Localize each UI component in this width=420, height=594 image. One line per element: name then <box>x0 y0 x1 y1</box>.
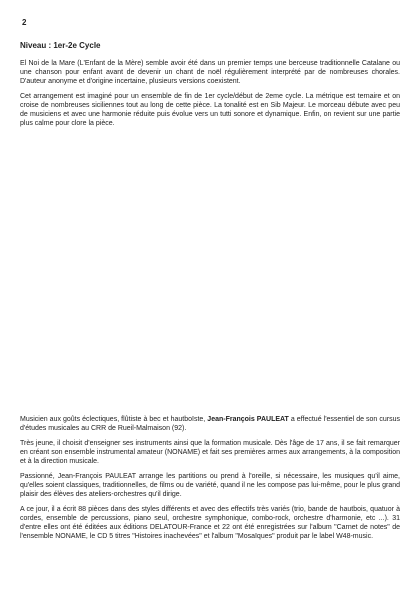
intro-section <box>20 60 400 135</box>
page-number: 2 <box>22 18 27 27</box>
bio-paragraph-3: Passionné, Jean-François PAULEAT arrange les partitions ou prend à l'oreille, si nécessaire, les musiques qu'il aime, qu'elles soient classiques, traditionnelles, de films ou de variété, quand il ne les compose pas lui-même, pour le plus grand plaisir des élèves des ateliers-orchestres qu'il dirige. <box>20 472 400 498</box>
bio-p1-text-after: a effectué l'essentiel de son cursus d'études musicales au CRR de Rueil-Malmaison (92). <box>20 416 400 432</box>
bio-p1-text-before: Musicien aux goûts éclectiques, flûtiste à bec et hautboïste, <box>20 416 208 423</box>
level-heading: Niveau : 1er-2e Cycle <box>20 41 101 50</box>
composer-name: Jean-François PAULEAT <box>207 416 289 423</box>
bio-paragraph-1 <box>20 416 400 434</box>
biography-section <box>20 416 400 548</box>
bio-paragraph-4: A ce jour, il a écrit 88 pièces dans des styles différents et avec des effectifs très variés (trio, bande de hautbois, quatuor à cordes, ensemble de percussions, piano seul, orchestre symphonique, combo-rock, orchestre d'harmonie, etc ...). 31 d'entre elles ont été éditées aux éditions DELATOUR-France et 22 ont été enregistrées sur l'album "Carnet de notes" de l'ensemble NONAME, le CD 5 titres "Histoires inachevées" et l'album "Mosaïques" produit par le label W48-music. <box>20 505 400 540</box>
intro-paragraph-origin: El Noi de la Mare (L'Enfant de la Mère) semble avoir été dans un premier temps une berceuse traditionnelle Catalane ou une chanson pour enfant avant de devenir un chant de noël régulièrement interprété par de nombreuses chorales. D'auteur anonyme et d'origine incertaine, plusieurs versions coexistent. <box>20 60 400 85</box>
intro-paragraph-arrangement: Cet arrangement est imaginé pour un ensemble de fin de 1er cycle/début de 2eme cycle. La métrique est ternaire et on croise de nombreuses siciliennes tout au long de cette pièce. La tonalité est en Sib Majeur. Le morceau débute avec peu de musiciens et avec une harmonie réduite puis évolue vers un tutti sonore et dynamique. Enfin, on revient sur une partie plus calme pour clore la pièce. <box>20 92 400 127</box>
bio-paragraph-2: Très jeune, il choisit d'enseigner ses instruments ainsi que la formation musicale. Dès l'âge de 17 ans, il se fait remarquer en créant son ensemble instrumental amateur (NONAME) et fait ses premières armes aux arrangements, à la composition et à la direction musicale. <box>20 440 400 465</box>
